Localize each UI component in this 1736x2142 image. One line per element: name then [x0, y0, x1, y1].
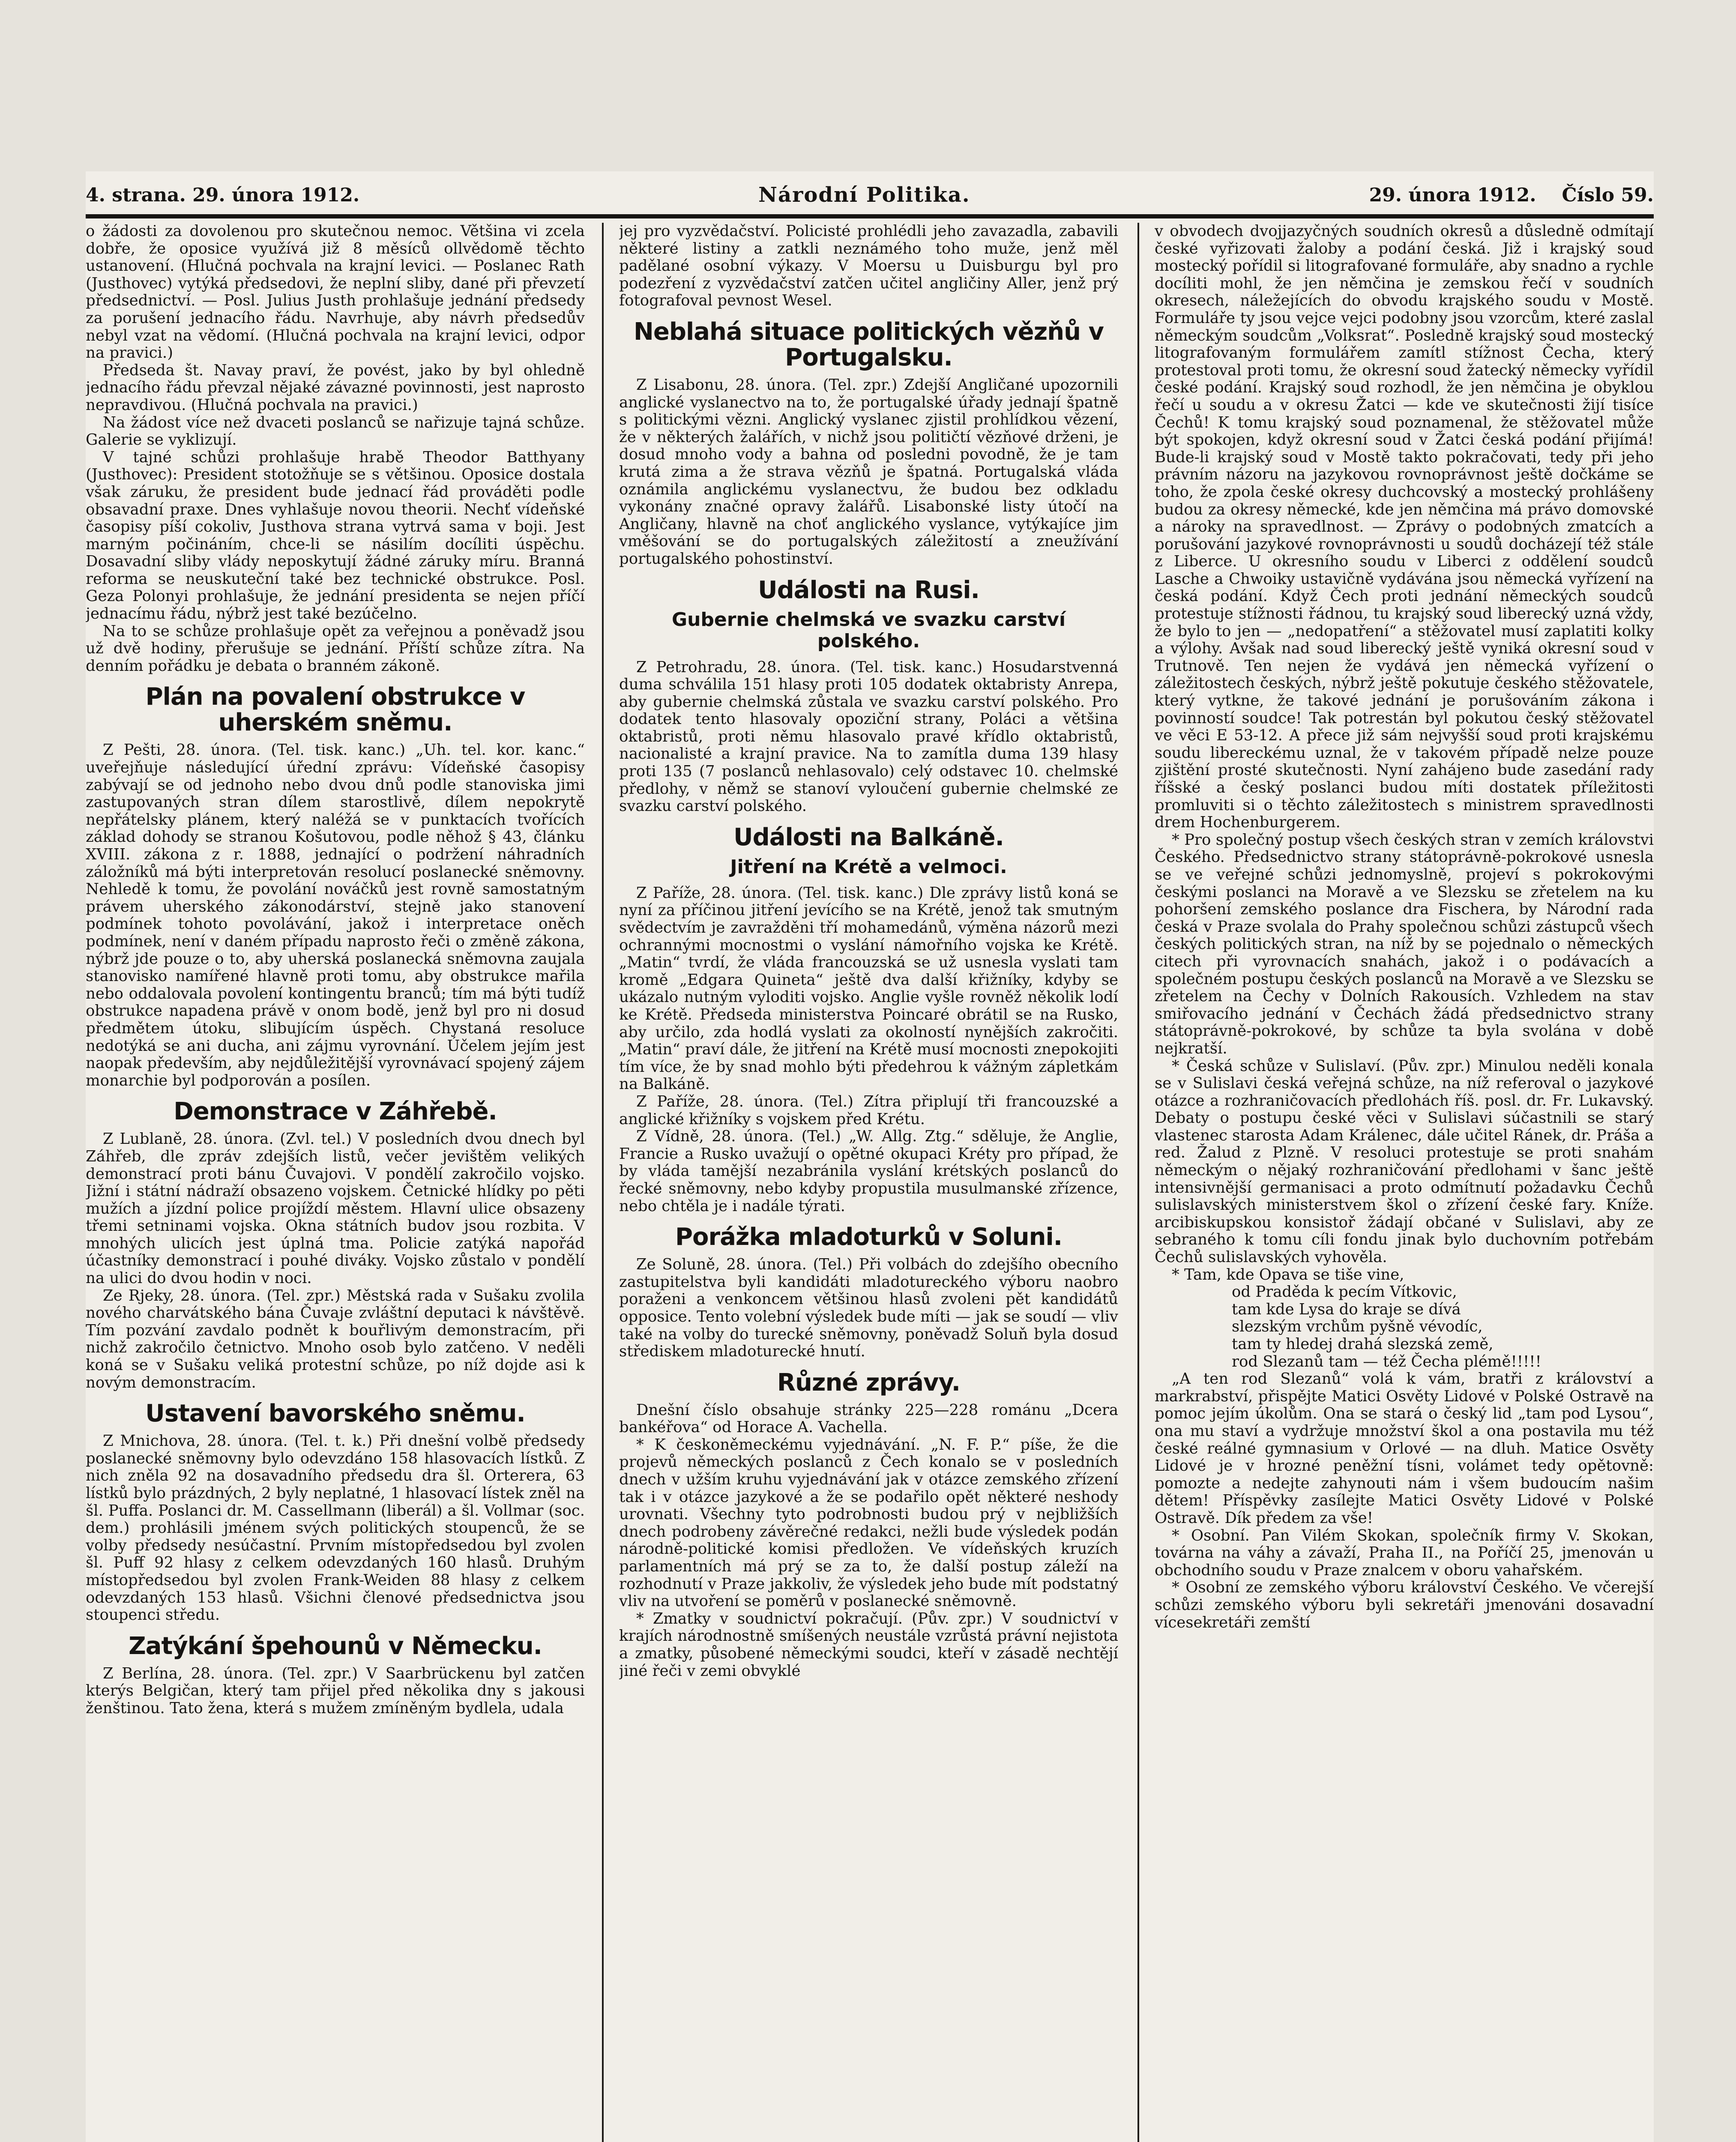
header-rule	[86, 214, 1654, 218]
article-headline: Události na Balkáně.	[733, 823, 1004, 851]
poem-line: tam ty hledej drahá slezská země,	[1232, 1335, 1494, 1353]
article-paragraph: Z Paříže, 28. února. (Tel. tisk. kanc.) Dle zprávy listů koná se nyní za příčinou jitření jevícího se na Krétě, jenož tak smutným svědectvím je zavražděni tří mohamedánů, výměna názorů mezi ochrannými mocnostmi o vyslání námořního vojska ke Krétě. „Matin“ tvrdí, že vláda francouzská se už usnesla vyslati tam kromě „Edgara Quineta“ ještě dva další křižníky, kdyby se ukázalo nutným vyloditi vojsko. Anglie vyšle rovněž několik lodí ke Krétě. Předseda ministerstva Poincaré obrátil se na Rusko, aby určilo, zda hodlá vyslati za okolností nynějších zakročiti. „Matin“ praví dále, že jitření na Krétě musí mocnosti znepokojiti tím více, že by snad mohlo býti předehrou k vážným zápletkám na Balkáně.	[619, 884, 1118, 1093]
article-paragraph: Z Vídně, 28. února. (Tel.) „W. Allg. Ztg.“ sděluje, že Anglie, Francie a Rusko uvažují o opětné okupaci Kréty pro případ, že by vláda tamější nezabránila vyslání krétských poslanců do řecké sněmovny, nebo kdyby propustila musulmanské zřízence, nebo chtěla je i nadále týrati.	[619, 1128, 1118, 1215]
article-paragraph: * K českoněmeckému vyjednávání. „N. F. P.“ píše, že die projevů německých poslanců z Čech konalo se v posledních dnech v užším kruhu vyjednávání jak v otázce zemského zřízení tak i v otázce jazykové a že se podařilo opět některé neshody urovnati. Všechny tyto podrobnosti budou prý v nejbližších dnech podrobeny závěrečné redakci, nežli bude výsledek podán národně-politické komisi předložen. Ve vídeňských kruzích parlamentních má prý se za to, že další postup záleží na rozhodnutí v Praze jakkoliv, že výsledek jeho bude mít podstatný vliv na utvoření se poměrů v poslanecké sněmovně.	[619, 1436, 1118, 1610]
article-paragraph: Z Berlína, 28. února. (Tel. zpr.) V Saarbrückenu byl zatčen kterýs Belgičan, který tam přijel před několika dny s jakousi ženštinou. Tato žena, která s mužem zmíněným bydlela, udala	[86, 1664, 585, 1717]
issue-number: Číslo 59.	[1562, 184, 1654, 206]
article-paragraph: Z Paříže, 28. února. (Tel.) Zítra připlují tři francouzské a anglické křižníky s vojskem před Krétu.	[619, 1092, 1118, 1128]
poem-opening: * Tam, kde Opava se tiše vine,	[1172, 1265, 1404, 1283]
column-divider	[602, 223, 604, 2142]
article-subheadline: Gubernie chelmská ve svazku carství polského.	[671, 608, 1066, 652]
page-header	[86, 180, 1654, 210]
column-2	[619, 223, 1118, 2142]
article-headline: Demonstrace v Záhřebě.	[174, 1098, 497, 1126]
section-headline: Různé zprávy.	[777, 1368, 961, 1397]
article-paragraph: Z Mnichova, 28. února. (Tel. t. k.) Při dnešní volbě předsedy poslanecké sněmovny bylo odevzdáno 158 hlasovacích lístků. Z nich zněla 92 na dosavadního předsedu dra šl. Orterera, 63 lístků bylo prázdných, 2 byly neplatné, 1 hlasovací lístek zněl na šl. Puffa. Poslanci dr. M. Cassellmann (liberál) a šl. Vollmar (soc. dem.) prohlásili jménem svých politických stoupenců, že se volby předsedy nesúčastní. Prvním místopředsedou byl zvolen šl. Puff 92 hlasy z celkem odevzdaných 160 hlasů. Druhým místopředsedou byl zvolen Frank-Weiden 88 hlasy z celkem odevzdaných 153 hlasů. Všichni členové předsednictva jsou stoupenci středu.	[86, 1432, 585, 1624]
article-headline: Zatýkání špehounů v Německu.	[129, 1632, 542, 1660]
article-headline: Ustavení bavorského sněmu.	[145, 1400, 525, 1428]
article-paragraph: Ze Soluně, 28. února. (Tel.) Při volbách do zdejšího obecního zastupitelstva byli kandidáti mladotureckého výboru naobro poraženi a venkoncem většinou hlasů zvoleni pět kandidátů opposice. Tento volební výsledek bude míti — jak se soudí — vliv také na volby do turecké sněmovny, poněvadž Soluň byla dosud střediskem mladoturecké hnutí.	[619, 1256, 1118, 1361]
article-paragraph: * Česká schůze v Sulislaví. (Pův. zpr.) Minulou neděli konala se v Sulislavi česká veřejná schůze, na níž referoval o jazykové otázce a rozhraničovacích předlohách říš. posl. dr. Fr. Lukavský. Debaty o postupu české věci v Sulislavi súčastnili se starý vlastenec starosta Adam Králenec, dále učitel Ránek, dr. Práša a red. Žalud z Plzně. V resoluci protestuje se proti snahám německým o nějaký rozhraničování předlohami v šanc ještě intensivnější germanisaci a proto odmítnutí požadavku Čechů sulislavských ministerstvem škol o zřízení české fary. Kníže. arcibiskupskou konsistoř žádají občané v Sulislavi, aby ze sebraného k tomu cíli fondu jinak bylo duchovním potřebám Čechů sulislavských vyhověla.	[1155, 1057, 1654, 1266]
article-paragraph: Z Lisabonu, 28. února. (Tel. zpr.) Zdejší Angličané upozornili anglické vyslanectvo na to, že portugalské úřady jednají špatně s politickými vězni. Anglický vyslanec zjistil prohlídkou vězení, že v některých žalářích, v nichž jsou političtí vězňové drženi, je dosud mnoho vody a bahna od posledni povodně, že je tam krutá zima a že strava vězňů je špatná. Portugalská vláda oznámila anglickému vyslanectvu, že budou bez odkladu vykonány značné opravy žalářů. Lisabonské listy útočí na Angličany, hlavně na choť anglického vyslance, vytýkajíce jim vměšování se do portugalských záležitostí a zneužívání portugalského pohostinství.	[619, 376, 1118, 568]
article-paragraph: Dnešní číslo obsahuje stránky 225—228 románu „Dcera bankéřova“ od Horace A. Vachella.	[619, 1401, 1118, 1436]
header-right	[1369, 184, 1654, 206]
article-paragraph: „A ten rod Slezanů“ volá k vám, bratři z království a markrabství, přispějte Matici Osvěty Lidové v Polské Ostravě na pomoc jejím úkolům. Ona se stará o český lid „tam pod Lysou“, ona mu staví a vydržuje množství škol a ona postavila mu též české reálné gymnasium v Orlové — na dluh. Matice Osvěty Lidové je v hrozné peněžní tísni, volámet tedy opětovně: pomozte a nedejte zahynouti nám i všem budoucím našim dětem! Příspěvky zasílejte Matici Osvěty Lidové v Polské Ostravě. Dík předem za vše!	[1155, 1370, 1654, 1527]
article-paragraph: o žádosti za dovolenou pro skutečnou nemoc. Většina vi zcela dobře, že oposice využívá již 8 měsíců ollvědomě těchto ustanovení. (Hlučná pochvala na krajní levici. — Poslanec Rath (Justhovec) vytýká předsedovi, že neplní sliby, dané při převzetí předsednictví. — Posl. Julius Justh prohlašuje jednání předsedy za porušení jednacího řádu. Navrhuje, aby návrh předsedův nebyl vzat na vědomí. (Hlučná pochvala na krajní levici, odpor na pravici.)	[86, 223, 585, 362]
article-paragraph: Z Lublaně, 28. února. (Zvl. tel.) V posledních dvou dnech byl Záhřeb, dle zpráv zdejších listů, večer jevištěm velikých demonstrací proti bánu Čuvajovi. V pondělí zakročilo vojsko. Jižní i státní nádraží obsazeno vojskem. Četnické hlídky po pěti mužích a jízdní police projíždí městem. Hlavní ulice obsazeny třemi setninami vojska. Okna státních budov jsou rozbita. V mnohých ulicích jest úplná tma. Policie zatýká napořád účastníky demonstrací i pouhé diváky. Vojsko zůstalo v pondělí na ulici do dvou hodin v noci.	[86, 1130, 585, 1287]
article-paragraph: * Zmatky v soudnictví pokračují. (Pův. zpr.) V soudnictví v krajích národnostně smíšených neustále vzrůstá právní nejistota a zmatky, působené německými soudci, kteří v zásadě nechtějí jiné řeči v zemi obvyklé	[619, 1609, 1118, 1680]
article-paragraph: V tajné schůzi prohlašuje hrabě Theodor Batthyany (Justhovec): President stotožňuje se s většinou. Oposice dostala však záruku, že president bude jednací řád prováděti podle obsavadní praxe. Dnes vyhlašuje novou theorii. Nechť vídeňské časopisy píší cokoliv, Justhova strana vytrvá sama v boji. Jest marným počináním, chce-li se násilím docíliti úspěchu. Dosavadní sliby vlády neposkytují žádné záruky míru. Branná reforma se neuskuteční také bez technické obstrukce. Posl. Geza Polonyi prohlašuje, že jednání presidenta se nejen příčí jednacímu řádu, nýbrž jest také bezúčelno.	[86, 448, 585, 623]
page-number-date: 4. strana. 29. února 1912.	[86, 184, 360, 206]
article-headline: Porážka mladoturků v Soluni.	[675, 1223, 1062, 1251]
poem-line: tam kde Lysa do kraje se dívá	[1232, 1300, 1461, 1318]
column-divider	[1137, 223, 1139, 2142]
article-paragraph: v obvodech dvojjazyčných soudních okresů a důsledně odmítají české vyřizovati žaloby a podání česká. Již i krajský soud mostecký pořídil si litografované formuláře, aby snadno a rychle docíliti mohl, že jen němčina je zemskou řečí v soudních okresech, náležejících do obvodu krajského soudu v Mostě. Formuláře ty jsou vejce vejci podobny jsou vzorcům, které zaslal německým soudcům „Volksrat“. Posledně krajský soud mostecký litografovaným formulářem zamítl stížnost Čecha, který protestoval proti tomu, že okresní soud žatecký německy vyřídil české podání. Krajský soud rozhodl, že jen němčina je obyklou řečí u soudu a v okresu Žatci — kde ve skutečnosti žijí tisíce Čechů! K tomu krajský soud poznamenal, že stěžovatel může být spokojen, když okresní soud v Žatci česká podání přijímá! Bude-li krajský soud v Mostě takto pokračovati, tedy při jeho právním názoru na jazykovou rovnoprávnost ještě dočkáme se toho, že zpola české okresy duchcovský a mostecký prohlášeny budou za okresy německé, kde jen němčina má právo domovské a nároky na spravedlnost. — Zprávy o podobných zmatcích a porušování jazykové rovnoprávnosti u soudů docházejí též stále z Liberce. U okresního soudu v Liberci z oddělení soudců Lasche a Chwoiky ustavičně vydávána jsou německá vyřízení na česká podání. Když Čech proti jednání německých soudců protestuje stížnosti řádnou, tu krajský soud liberecký uzná vždy, že bylo to jen — „nedopatření“ a stěžovatel musí zaplatiti kolky a výlohy. Avšak nad soud liberecký ještě vyniká okresní soud v Trutnově. Ten nejen že vydává jen německá vyřízení o záležitostech českých, nýbrž ještě pokutuje českého stěžovatele, který vytkne, že takové jednání je porušováním zákona i povinností soudce! Tak potrestán byl pokutou český stěžovatel ve věci E 53-12. A přece již sám nejvyšší soud proti krajskému soudu libereckému uznal, že v takovém případě nelze pouze zjištění prosté skutečnosti. Nyní zahájeno bude zasedání rady říšské a český poslanci budou míti dostatek příležitosti promluviti si o těchto záležitostech s ministrem spravedlnosti drem Hochenburgerem.	[1155, 223, 1654, 832]
article-paragraph: Předseda št. Navay praví, že povést, jako by byl ohledně jednacího řádu převzal nějaké závazné povinnosti, jest naprosto nepravdivou. (Hlučná pochvala na pravici.)	[86, 361, 585, 414]
newspaper-page	[86, 171, 1654, 2142]
article-paragraph: jej pro vyzvědačství. Policisté prohlédli jeho zavazadla, zabavili některé listiny a zatkli neznámého toho muže, jenž měl padělané osobní výkazy. V Moersu u Duisburgu byl pro podezření z vyzvědačství zatčen učitel angličiny Aller, jenž prý fotografoval pevnost Wesel.	[619, 223, 1118, 310]
newspaper-title: Národní Politika.	[758, 183, 970, 207]
poem-line: rod Slezanů tam — též Čecha plémě!!!!!	[1232, 1352, 1541, 1370]
article-paragraph: Na žádost více než dvaceti poslanců se nařizuje tajná schůze. Galerie se vyklizují.	[86, 413, 585, 449]
poem-line: slezským vrchům pyšně vévodíc,	[1232, 1318, 1483, 1336]
article-headline: Plán na povalení obstrukce v uherském sněmu.	[145, 683, 525, 737]
issue-date: 29. února 1912.	[1369, 184, 1536, 206]
article-paragraph: Z Pešti, 28. února. (Tel. tisk. kanc.) „Uh. tel. kor. kanc.“ uveřejňuje následující úřední zprávu: Vídeňské časopisy zabývají se od jednoho nebo dvou dnů podle stanoviska jimi zastupovaných stran dílem starostlivě, dílem nepokrytě nepřátelsky plánem, který naléžá se v punktacích tvořících základ dohody se stranou Košutovou, podle něhož § 43, článku XVIII. zákona z r. 1888, jednající o podržení náhradních záložníků má býti interpretován resolucí poslanecké sněmovny. Nehledě k tomu, že povolání nováčků jest rovně samostatným právem uherského zákonodárství, stejně jako stanovení podmínek tohoto povolávání, jakož i interpretace oněch podmínek, není v daném případu naprosto řeči o změně zákona, nýbrž jde pouze o to, aby uherská poslanecká sněmovna zaujala stanovisko namířené hlavně proti tomu, aby obstrukce mařila nebo oddalovala povolení kontingentu branců; tím má býti tudíž obstrukce napadena právě v onom bodě, jenž byl pro ni dosud předmětem útoku, slibujícím úspěch. Chystaná resoluce nedotýká se ani ducha, ani zájmu vyrovnání. Účelem jejím jest naopak především, aby nejdůležitější vyrovnávací spojený zájem monarchie byl podporován a posílen.	[86, 741, 585, 1089]
column-3	[1155, 223, 1654, 2142]
article-paragraph: * Osobní ze zemského výboru království Českého. Ve včerejší schůzi zemského výboru byli sekretáři jmenováni dosavadní vícesekretáři zemští	[1155, 1579, 1654, 1631]
article-paragraph: Na to se schůze prohlašuje opět za veřejnou a poněvadž jsou už dvě hodiny, přerušuje se jednání. Příští schůze zítra. Na denním pořádku je debata o branném zákoně.	[86, 622, 585, 675]
article-headline: Události na Rusi.	[758, 576, 979, 604]
article-subheadline: Jitření na Krétě a velmoci.	[730, 856, 1007, 878]
poem-line: od Praděda k pecím Vítkovic,	[1232, 1283, 1457, 1301]
article-paragraph: Z Petrohradu, 28. února. (Tel. tisk. kanc.) Hosudarstvenná duma schválila 151 hlasy proti 105 dodatek oktabristy Anrepa, aby gubernie chelmská zůstala ve svazku carství polského. Pro dodatek tento hlasovaly opoziční strany, Poláci a většina oktabristů, proti němu hlasovalo pravé křídlo oktabristů, nacionalisté a krajní pravice. Na to zamítla duma 139 hlasy proti 135 (7 poslanců nehlasovalo) celý odstavec 10. chelmské předlohy, v němž se stanoví vyloučení gubernie chelmské ze svazku carství polského.	[619, 658, 1118, 815]
article-paragraph: * Osobní. Pan Vilém Skokan, společník firmy V. Skokan, továrna na váhy a závaží, Praha II., na Poříčí 25, jmenován u obchodního soudu v Praze znalcem v oboru vahařském.	[1155, 1526, 1654, 1579]
article-paragraph: * Pro společný postup všech českých stran v zemích královstvi Českého. Předsednictvo strany státoprávně-pokrokové usnesla se ve veřejné schůzi jednomyslně, projeví s pokrokovými českými poslanci na Moravě a ve Slezsku se zřetelem na ku pohoršení zemského poslance dra Fischera, by Národní rada česká v Praze svolala do Prahy společnou schůzi zástupců všech českých politických stran, na níž by se pojednalo o německých citech při vyrovnacích snahách, jakož i o podávacích a společném postupu českých poslanců na Moravě a ve Slezsku se zřetelem na Čechy v Dolních Rakousích. Vzhledem na stav smiřovacího jednání v Čechách žádá předsednictvo strany státoprávně-pokrokové, by schůze ta byla svolána v době nejkratší.	[1155, 831, 1654, 1057]
article-headline: Neblahá situace politických vězňů v Portugalsku.	[634, 317, 1104, 371]
column-1	[86, 223, 585, 2142]
article-paragraph: Ze Rjeky, 28. února. (Tel. zpr.) Městská rada v Sušaku zvolila nového charvátského bána Čuvaje zvláštní deputaci k návštěvě. Tím pozvání zavdalo podnět k bouřlivým demonstracím, při nichž zakročilo četnictvo. Mnoho osob bylo zatčeno. V neděli koná se v Sušaku veliká protestní schůze, po níž dojde asi k novým demonstracím.	[86, 1286, 585, 1391]
